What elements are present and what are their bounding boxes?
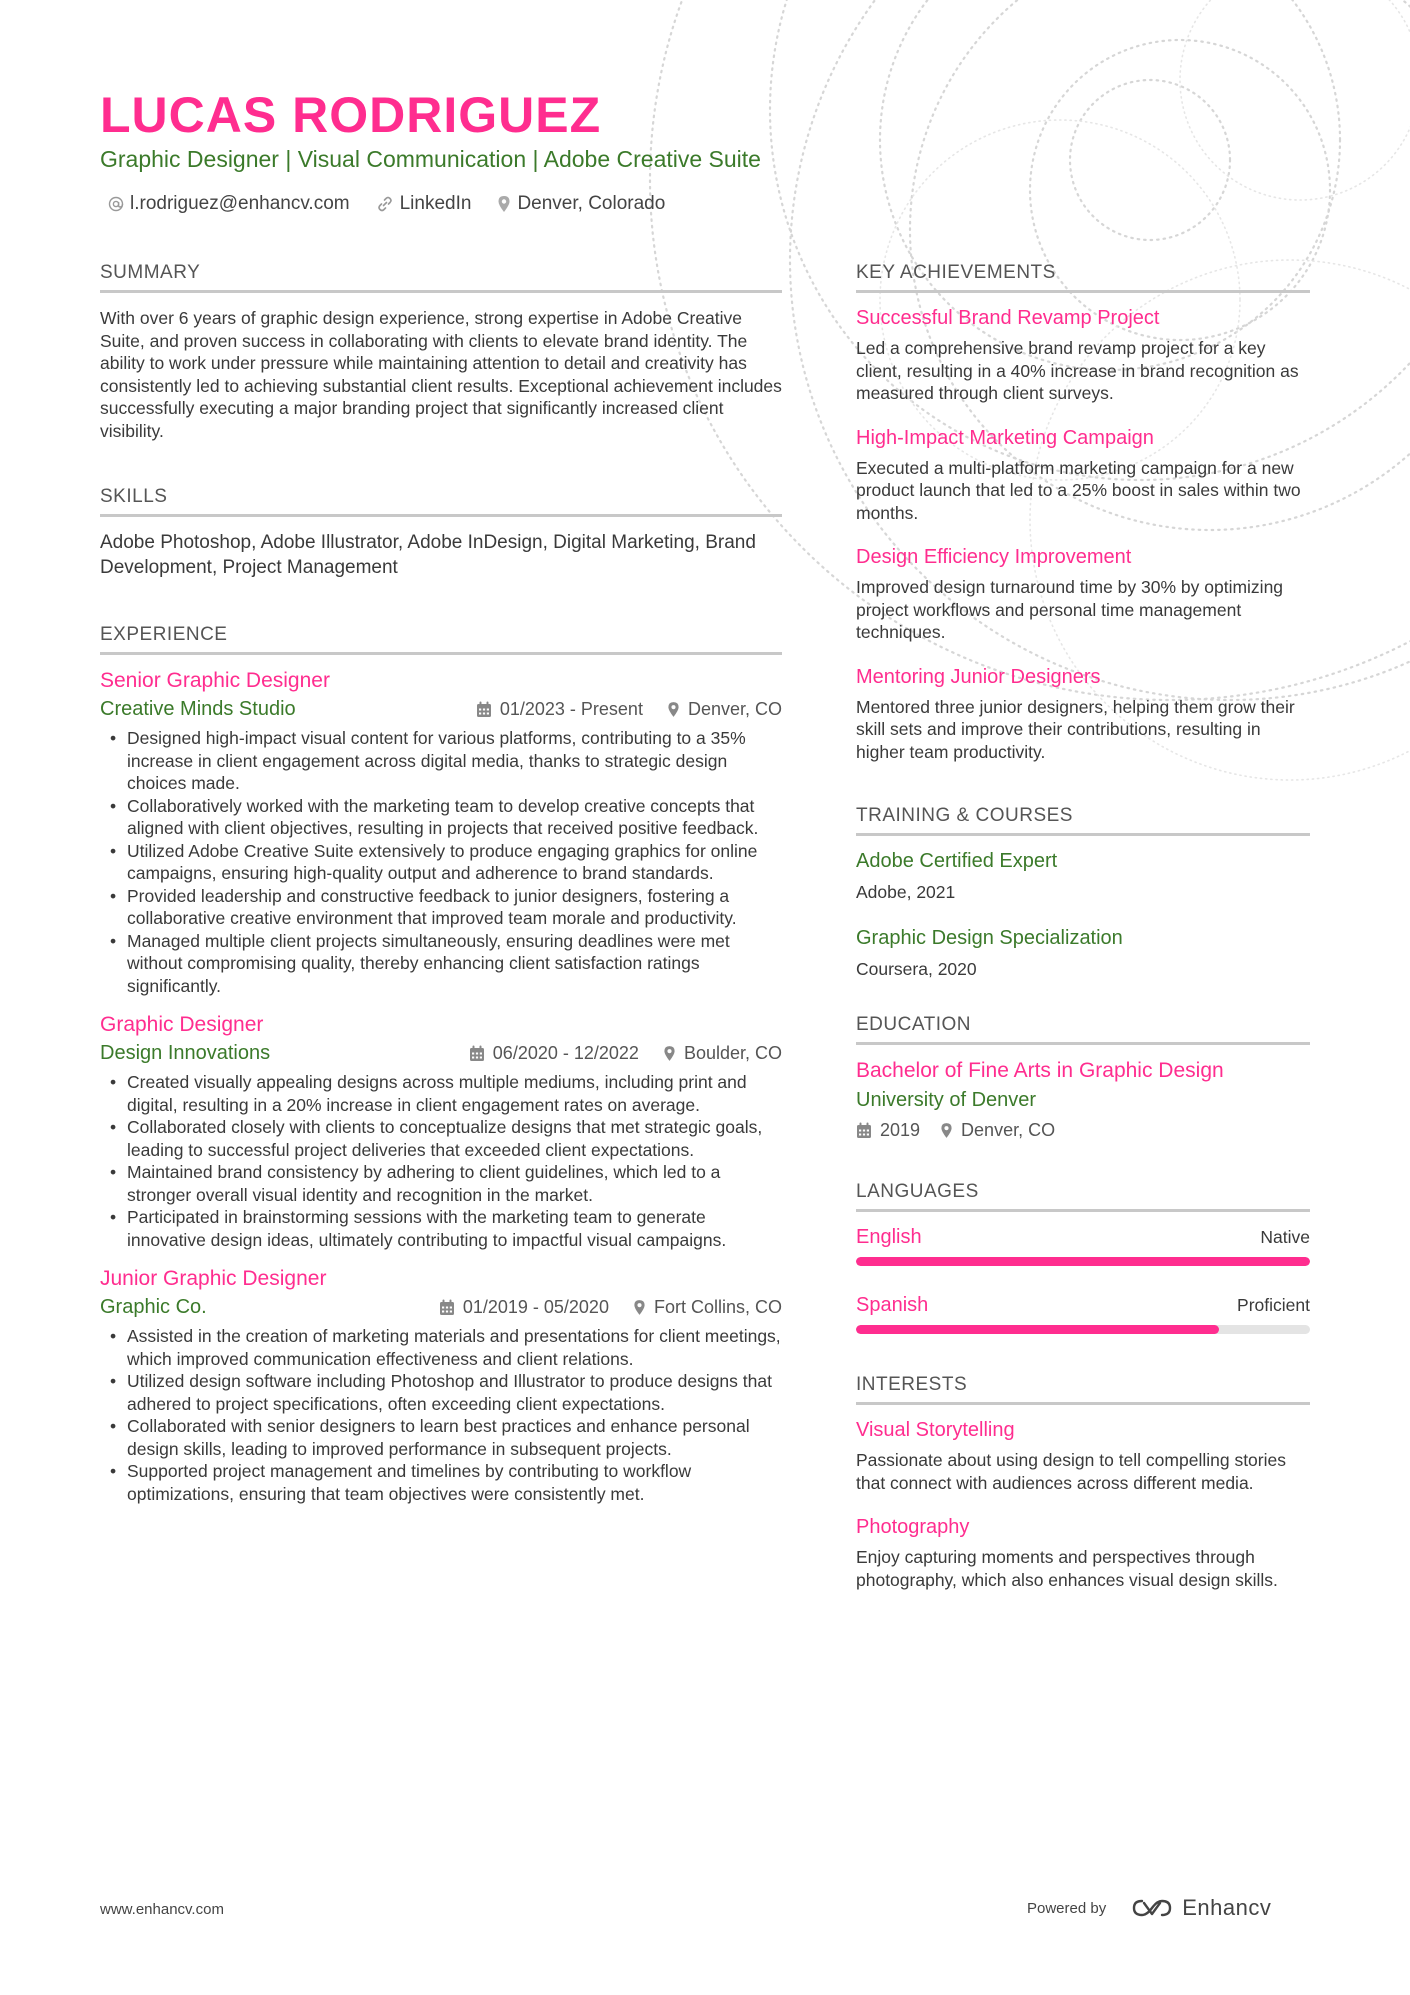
footer-branding — [1027, 1895, 1271, 1921]
language-name: Spanish — [856, 1294, 929, 1316]
calendar-icon — [439, 1299, 455, 1316]
education-location-text: Denver, CO — [961, 1120, 1056, 1140]
course-title: Adobe Certified Expert — [856, 850, 1058, 872]
job-location — [633, 1297, 782, 1318]
enhancv-logo-icon — [1130, 1897, 1174, 1919]
contact-row — [108, 193, 691, 215]
calendar-icon — [476, 701, 492, 718]
job-bullet: • Supported project management and timelines by contributing to workflow optimizations, ensuring that team objectives were consistently met. — [100, 1460, 782, 1505]
summary-heading: SUMMARY — [100, 262, 782, 293]
education-location — [940, 1120, 1055, 1141]
calendar-icon — [469, 1045, 485, 1062]
achievements-heading: KEY ACHIEVEMENTS — [856, 262, 1310, 293]
job-bullet: • Collaboratively worked with the marketing team to develop creative concepts that aligned with client objectives, resulting in projects that received positive feedback. — [100, 795, 782, 840]
language-item — [856, 1226, 1310, 1266]
achievement-item — [856, 666, 1310, 764]
education-heading: EDUCATION — [856, 1014, 1310, 1045]
job-bullet: • Collaborated with senior designers to learn best practices and enhance personal design skills, leading to improved performance in subsequent projects. — [100, 1415, 782, 1460]
course-item — [856, 927, 1310, 980]
education-meta — [856, 1120, 1310, 1141]
interests-section — [856, 1374, 1310, 1591]
language-item — [856, 1294, 1310, 1334]
right-column — [856, 262, 1310, 1613]
achievements-section — [856, 262, 1310, 763]
skills-section — [100, 486, 782, 580]
language-row — [856, 1226, 1310, 1249]
email-text: l.rodriguez@enhancv.com — [130, 193, 350, 214]
enhancv-logo[interactable] — [1130, 1895, 1271, 1921]
job-bullets — [100, 1071, 782, 1251]
job-location — [667, 699, 782, 720]
experience-section — [100, 624, 782, 1505]
achievement-text: Improved design turnaround time by 30% by optimizing project workflows and personal time management techniques. — [856, 577, 1284, 642]
interest-item — [856, 1419, 1310, 1494]
job-location — [663, 1043, 782, 1064]
job-bullet: • Created visually appealing designs across multiple mediums, including print and digital, resulting in a 20% increase in client engagement rates on average. — [100, 1071, 782, 1116]
job-entry — [100, 1267, 782, 1505]
calendar-icon — [856, 1122, 872, 1139]
job-bullet: • Maintained brand consistency by adhering to client guidelines, which led to a stronger overall visual identity and recognition in the market. — [100, 1161, 782, 1206]
summary-section — [100, 262, 782, 442]
course-item — [856, 850, 1310, 903]
contact-email[interactable] — [108, 193, 350, 215]
interest-text: Passionate about using design to tell compelling stories that connect with audiences across different media. — [856, 1450, 1286, 1493]
training-section — [856, 805, 1310, 980]
contact-linkedin[interactable] — [376, 193, 472, 215]
languages-heading: LANGUAGES — [856, 1181, 1310, 1212]
achievement-text: Led a comprehensive brand revamp project for a key client, resulting in a 40% increase in brand recognition as measured through client surveys. — [856, 338, 1299, 403]
education-degree: Bachelor of Fine Arts in Graphic Design — [856, 1059, 1224, 1082]
location-pin-icon — [633, 1299, 646, 1316]
job-meta — [445, 1043, 782, 1064]
interest-item — [856, 1516, 1310, 1591]
footer-website[interactable]: www.enhancv.com — [100, 1901, 224, 1918]
language-bar-fill — [856, 1257, 1310, 1266]
training-heading: TRAINING & COURSES — [856, 805, 1310, 836]
location-pin-icon — [667, 701, 680, 718]
job-bullets — [100, 727, 782, 997]
language-row — [856, 1294, 1310, 1317]
job-row — [100, 1042, 782, 1065]
achievement-item — [856, 427, 1310, 525]
achievement-title: Design Efficiency Improvement — [856, 546, 1132, 568]
language-bar — [856, 1325, 1310, 1334]
job-entry — [100, 1013, 782, 1251]
job-dates — [469, 1043, 639, 1064]
interest-text: Enjoy capturing moments and perspectives through photography, which also enhances visual design skills. — [856, 1547, 1278, 1590]
job-bullet: • Managed multiple client projects simultaneously, ensuring deadlines were met without compromising quality, thereby enhancing client satisfaction ratings significantly. — [100, 930, 782, 998]
left-column — [100, 262, 782, 1521]
language-level: Proficient — [1237, 1295, 1310, 1315]
powered-by-label: Powered by — [1027, 1899, 1107, 1917]
achievement-text: Executed a multi-platform marketing campaign for a new product launch that led to a 25% boost in sales within two months. — [856, 457, 1301, 523]
education-year — [856, 1120, 920, 1141]
job-location-text: Denver, CO — [687, 699, 782, 719]
job-row — [100, 1296, 782, 1319]
job-bullet: • Provided leadership and constructive feedback to junior designers, fostering a collaborative creative environment that improved team morale and productivity. — [100, 885, 782, 930]
location-pin-icon — [940, 1122, 953, 1139]
achievement-item — [856, 307, 1310, 405]
course-provider: Adobe, 2021 — [856, 882, 956, 902]
enhancv-brand-text: Enhancv — [1182, 1895, 1272, 1920]
course-provider: Coursera, 2020 — [856, 959, 977, 979]
languages-section — [856, 1181, 1310, 1334]
job-title: Graphic Designer — [100, 1013, 264, 1036]
achievement-title: High-Impact Marketing Campaign — [856, 426, 1154, 449]
interest-title: Photography — [856, 1516, 970, 1538]
job-dates-text: 01/2019 - 05/2020 — [462, 1297, 609, 1317]
achievement-item — [856, 546, 1310, 644]
summary-text: With over 6 years of graphic design experience, strong expertise in Adobe Creative Suite, and proven success in collaborating with clients to elevate brand identity. The ability to work under pressure while maintaining attention to detail and creativity has consistently led to achieving substantial client results. Exceptional achievement includes successfully executing a major branding project that significantly increased client visibility. — [100, 308, 782, 441]
location-pin-icon — [497, 195, 511, 213]
interest-title: Visual Storytelling — [856, 1419, 1015, 1441]
job-location-text: Boulder, CO — [683, 1043, 782, 1063]
job-dates-text: 01/2023 - Present — [499, 699, 643, 719]
job-title: Senior Graphic Designer — [100, 669, 330, 692]
experience-heading: EXPERIENCE — [100, 624, 782, 655]
achievement-title: Mentoring Junior Designers — [856, 665, 1101, 688]
job-meta — [452, 699, 782, 720]
job-title: Junior Graphic Designer — [100, 1267, 327, 1290]
job-dates — [439, 1297, 609, 1318]
skills-text: Adobe Photoshop, Adobe Illustrator, Adobe InDesign, Digital Marketing, Brand Development, Project Management — [100, 532, 756, 578]
job-bullet: • Participated in brainstorming sessions with the marketing team to generate innovative design ideas, ultimately contributing to impactful visual campaigns. — [100, 1206, 782, 1251]
course-title: Graphic Design Specialization — [856, 927, 1123, 949]
company-name: Design Innovations — [100, 1042, 271, 1064]
candidate-subtitle: Graphic Designer | Visual Communication | Adobe Creative Suite — [100, 146, 761, 172]
achievement-text: Mentored three junior designers, helping them grow their skill sets and improve their contributions, resulting in higher team productivity. — [856, 696, 1295, 762]
location-text: Denver, Colorado — [517, 193, 666, 214]
job-bullet: • Collaborated closely with clients to conceptualize designs that met strategic goals, leading to successful project deliveries that exceeded client expectations. — [100, 1116, 782, 1161]
company-name: Creative Minds Studio — [100, 698, 296, 720]
job-entry — [100, 669, 782, 997]
company-name: Graphic Co. — [100, 1296, 207, 1318]
language-name: English — [856, 1226, 922, 1248]
job-bullets — [100, 1325, 782, 1505]
education-section — [856, 1014, 1310, 1141]
link-icon — [376, 195, 394, 213]
candidate-name: LUCAS RODRIGUEZ — [100, 87, 602, 143]
job-dates — [476, 699, 643, 720]
contact-location — [497, 193, 665, 215]
skills-heading: SKILLS — [100, 486, 782, 517]
interests-heading: INTERESTS — [856, 1374, 1310, 1405]
job-bullet: • Utilized design software including Photoshop and Illustrator to produce designs that adhered to project specifications, often exceeding client expectations. — [100, 1370, 782, 1415]
education-school: University of Denver — [856, 1089, 1037, 1111]
job-dates-text: 06/2020 - 12/2022 — [492, 1043, 639, 1063]
achievement-title: Successful Brand Revamp Project — [856, 307, 1160, 329]
at-icon — [108, 196, 124, 212]
education-year-text: 2019 — [880, 1120, 921, 1140]
language-level: Native — [1260, 1227, 1310, 1247]
job-location-text: Fort Collins, CO — [653, 1297, 782, 1317]
location-pin-icon — [663, 1045, 676, 1062]
job-meta — [415, 1297, 782, 1318]
job-bullet: • Utilized Adobe Creative Suite extensively to produce engaging graphics for online campaigns, ensuring high-quality output and adherence to brand standards. — [100, 840, 782, 885]
job-row — [100, 698, 782, 721]
job-bullet: • Assisted in the creation of marketing materials and presentations for client meetings, which improved communication effectiveness and client relations. — [100, 1325, 782, 1370]
linkedin-text: LinkedIn — [399, 193, 472, 214]
language-bar — [856, 1257, 1310, 1266]
job-bullet: • Designed high-impact visual content for various platforms, contributing to a 35% increase in client engagement across digital media, thanks to strategic design choices made. — [100, 727, 782, 795]
language-bar-fill — [856, 1325, 1219, 1334]
